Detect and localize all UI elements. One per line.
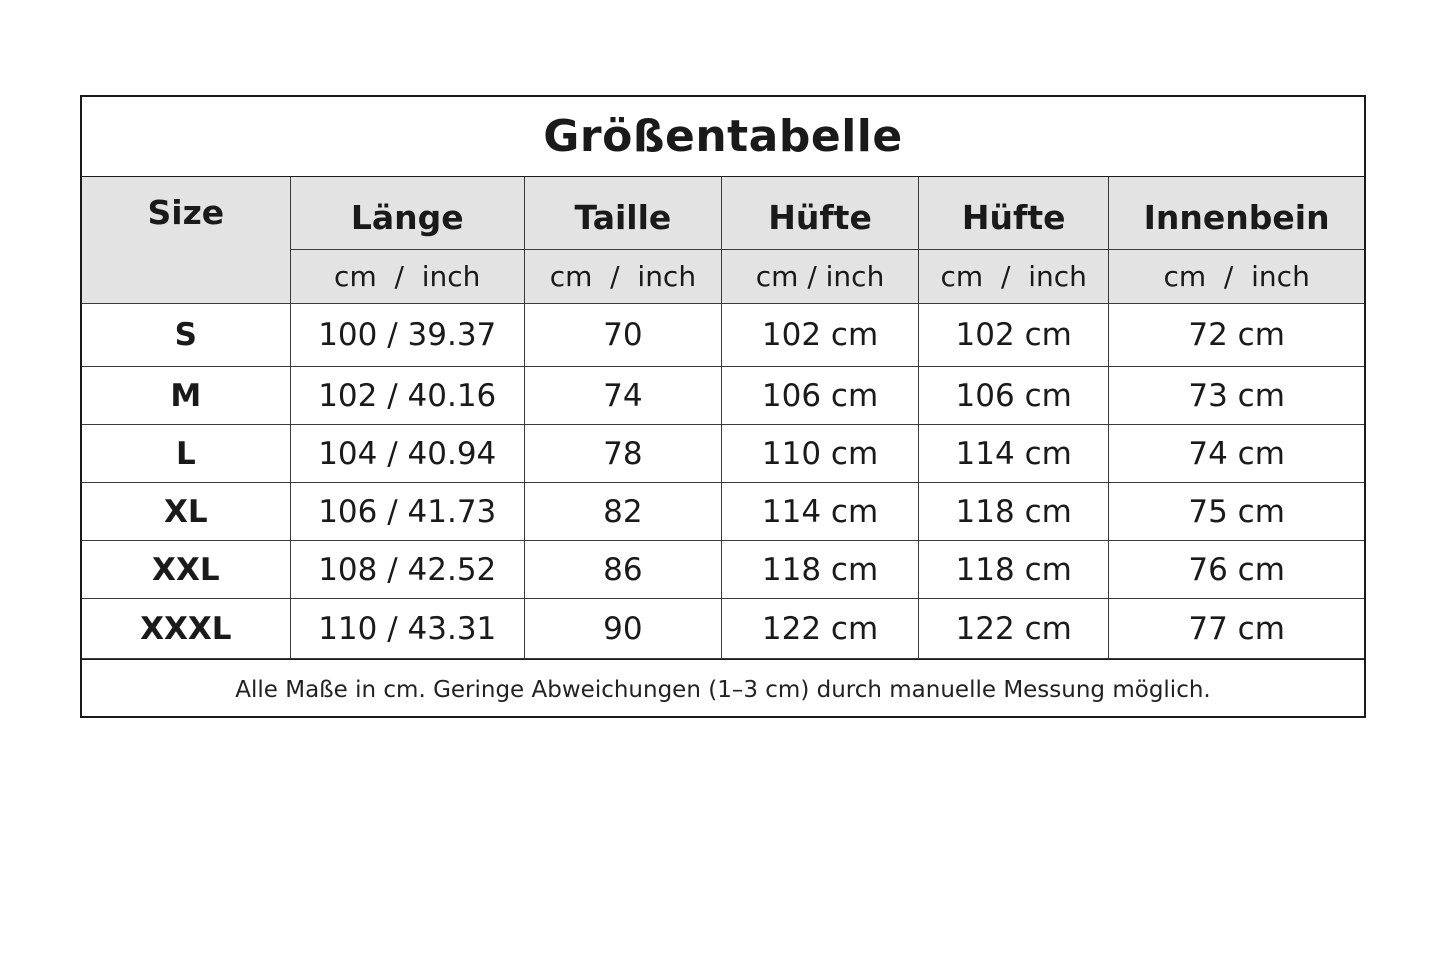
header-taille: Taille	[524, 177, 721, 250]
laenge-cell: 104 / 40.94	[290, 425, 524, 483]
size-cell: XL	[82, 483, 290, 541]
huefte-2-cell: 118 cm	[919, 541, 1109, 599]
laenge-cell: 100 / 39.37	[290, 304, 524, 367]
innenbein-cell: 75 cm	[1109, 483, 1364, 541]
size-cell: XXL	[82, 541, 290, 599]
table-row	[82, 425, 1364, 483]
taille-cell: 74	[524, 367, 721, 425]
table-row	[82, 483, 1364, 541]
laenge-cell: 110 / 43.31	[290, 599, 524, 659]
chart-title: Größentabelle	[82, 97, 1364, 177]
size-table	[82, 177, 1364, 659]
huefte-cell: 118 cm	[721, 541, 918, 599]
laenge-cell: 106 / 41.73	[290, 483, 524, 541]
unit-taille: cm / inch	[524, 250, 721, 304]
huefte-cell: 106 cm	[721, 367, 918, 425]
huefte-2-cell: 114 cm	[919, 425, 1109, 483]
laenge-cell: 102 / 40.16	[290, 367, 524, 425]
header-row	[82, 177, 1364, 250]
innenbein-cell: 72 cm	[1109, 304, 1364, 367]
size-cell: S	[82, 304, 290, 367]
header-size: Size	[82, 177, 290, 304]
innenbein-cell: 77 cm	[1109, 599, 1364, 659]
taille-cell: 90	[524, 599, 721, 659]
size-cell: XXXL	[82, 599, 290, 659]
taille-cell: 86	[524, 541, 721, 599]
footnote: Alle Maße in cm. Geringe Abweichungen (1–3 cm) durch manuelle Messung möglich.	[82, 659, 1364, 719]
table-header	[82, 177, 1364, 304]
huefte-2-cell: 102 cm	[919, 304, 1109, 367]
huefte-2-cell: 106 cm	[919, 367, 1109, 425]
size-cell: L	[82, 425, 290, 483]
huefte-2-cell: 122 cm	[919, 599, 1109, 659]
innenbein-cell: 73 cm	[1109, 367, 1364, 425]
taille-cell: 82	[524, 483, 721, 541]
table-body	[82, 304, 1364, 659]
table-row	[82, 304, 1364, 367]
huefte-cell: 110 cm	[721, 425, 918, 483]
header-innenbein: Innenbein	[1109, 177, 1364, 250]
table-row	[82, 367, 1364, 425]
huefte-cell: 114 cm	[721, 483, 918, 541]
table-row	[82, 599, 1364, 659]
unit-laenge: cm / inch	[290, 250, 524, 304]
header-huefte: Hüfte	[721, 177, 918, 250]
huefte-2-cell: 118 cm	[919, 483, 1109, 541]
huefte-cell: 122 cm	[721, 599, 918, 659]
taille-cell: 70	[524, 304, 721, 367]
header-laenge: Länge	[290, 177, 524, 250]
laenge-cell: 108 / 42.52	[290, 541, 524, 599]
unit-huefte: cm / inch	[721, 250, 918, 304]
innenbein-cell: 76 cm	[1109, 541, 1364, 599]
huefte-cell: 102 cm	[721, 304, 918, 367]
innenbein-cell: 74 cm	[1109, 425, 1364, 483]
table-row	[82, 541, 1364, 599]
taille-cell: 78	[524, 425, 721, 483]
size-chart	[80, 95, 1366, 718]
size-cell: M	[82, 367, 290, 425]
unit-huefte-2: cm / inch	[919, 250, 1109, 304]
header-huefte-2: Hüfte	[919, 177, 1109, 250]
unit-innenbein: cm / inch	[1109, 250, 1364, 304]
